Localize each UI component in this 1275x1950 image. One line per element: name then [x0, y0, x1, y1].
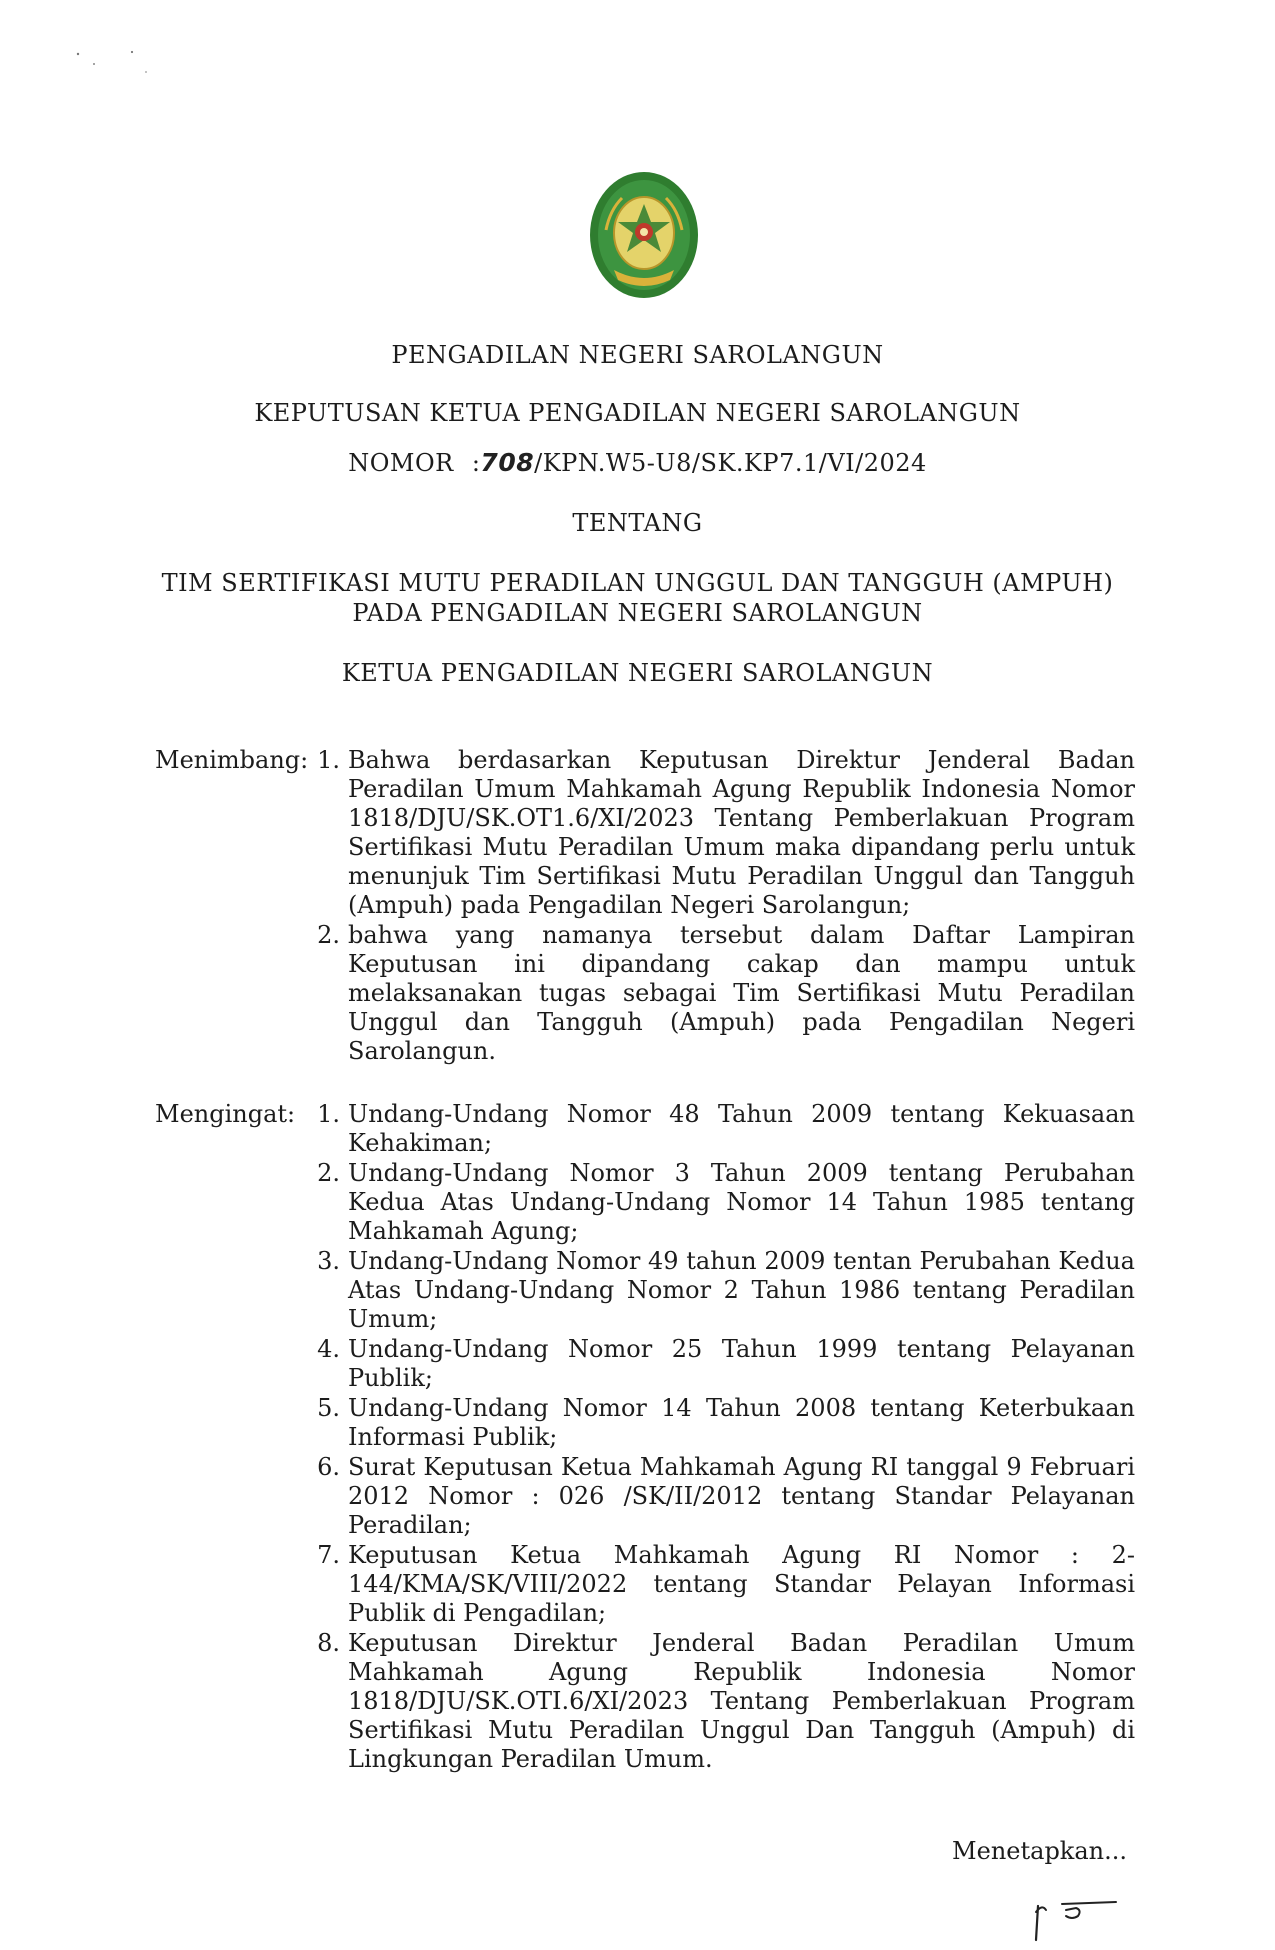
item-number: 1.	[317, 1100, 340, 1128]
list-item	[290, 1629, 1135, 1774]
list-item	[290, 921, 1135, 1066]
number-handwritten: 708	[480, 448, 535, 477]
list-item	[290, 1394, 1135, 1452]
item-text: Undang-Undang Nomor 49 tahun 2009 tentan Perubahan Kedua Atas Undang-Undang Nomor 2 Tahun 1986 tentang Peradilan Umum;	[348, 1247, 1135, 1333]
issuer: KETUA PENGADILAN NEGERI SAROLANGUN	[341, 659, 934, 687]
item-number: 5.	[317, 1394, 340, 1422]
scan-specks-icon	[72, 46, 152, 86]
item-text: Undang-Undang Nomor 3 Tahun 2009 tentang Perubahan Kedua Atas Undang-Undang Nomor 14 Tahun 1985 tentang Mahkamah Agung;	[348, 1159, 1135, 1245]
list-item	[290, 746, 1135, 920]
item-text: Surat Keputusan Ketua Mahkamah Agung RI tanggal 9 Februari 2012 Nomor : 026 /SK/II/2012 tentang Standar Pelayanan Peradilan;	[348, 1453, 1135, 1539]
item-text: Bahwa berdasarkan Keputusan Direktur Jenderal Badan Peradilan Umum Mahkamah Agung Republik Indonesia Nomor 1818/DJU/SK.OT1.6/XI/2023 Tentang Pemberlakuan Program Sertifikasi Mutu Peradilan Umum maka dipandang perlu untuk menunjuk Tim Sertifikasi Mutu Peradilan Unggul dan Tangguh (Ampuh) pada Pengadilan Negeri Sarolangun;	[348, 746, 1135, 919]
handwritten-paraf-icon	[1032, 1900, 1122, 1944]
menimbang-list	[290, 746, 1135, 1067]
item-text: bahwa yang namanya tersebut dalam Daftar Lampiran Keputusan ini dipandang cakap dan mampu untuk melaksanakan tugas sebagai Tim Sertifikasi Mutu Peradilan Unggul dan Tangguh (Ampuh) pada Pengadilan Negeri Sarolangun.	[348, 921, 1135, 1065]
menimbang-label: Menimbang:	[155, 746, 309, 774]
item-number: 4.	[317, 1335, 340, 1363]
list-item	[290, 1100, 1135, 1158]
decree-number	[0, 448, 1275, 478]
list-item	[290, 1335, 1135, 1393]
item-number: 1.	[317, 746, 340, 774]
number-rest: /KPN.W5-U8/SK.KP7.1/VI/2024	[534, 449, 927, 477]
item-number: 2.	[317, 1159, 340, 1187]
continuation-marker: Menetapkan...	[952, 1837, 1127, 1865]
mengingat-label: Mengingat:	[155, 1100, 296, 1128]
number-separator: :	[471, 449, 481, 477]
item-number: 2.	[317, 921, 340, 949]
item-text: Undang-Undang Nomor 48 Tahun 2009 tentang Kekuasaan Kehakiman;	[348, 1100, 1135, 1157]
item-text: Keputusan Ketua Mahkamah Agung RI Nomor : 2-144/KMA/SK/VIII/2022 tentang Standar Pelayan Informasi Publik di Pengadilan;	[348, 1541, 1135, 1627]
list-item	[290, 1453, 1135, 1540]
item-text: Undang-Undang Nomor 14 Tahun 2008 tentang Keterbukaan Informasi Publik;	[348, 1394, 1135, 1451]
item-text: Undang-Undang Nomor 25 Tahun 1999 tentang Pelayanan Publik;	[348, 1335, 1135, 1392]
item-number: 6.	[317, 1453, 340, 1481]
subject-line-2: PADA PENGADILAN NEGERI SAROLANGUN	[352, 599, 923, 627]
item-number: 3.	[317, 1247, 340, 1275]
subject-line-1: TIM SERTIFIKASI MUTU PERADILAN UNGGUL DAN TANGGUH (AMPUH)	[161, 569, 1114, 597]
item-text: Keputusan Direktur Jenderal Badan Peradilan Umum Mahkamah Agung Republik Indonesia Nomor 1818/DJU/SK.OTI.6/XI/2023 Tentang Pemberlakuan Program Sertifikasi Mutu Peradilan Unggul Dan Tangguh (Ampuh) di Lingkungan Peradilan Umum.	[348, 1629, 1135, 1773]
item-number: 7.	[317, 1541, 340, 1569]
court-seal-icon	[588, 170, 700, 300]
mengingat-list	[290, 1100, 1135, 1775]
decree-title: KEPUTUSAN KETUA PENGADILAN NEGERI SAROLANGUN	[254, 399, 1021, 427]
court-name: PENGADILAN NEGERI SAROLANGUN	[391, 341, 884, 369]
list-item	[290, 1247, 1135, 1334]
item-number: 8.	[317, 1629, 340, 1657]
list-item	[290, 1541, 1135, 1628]
number-label: NOMOR	[348, 449, 454, 477]
list-item	[290, 1159, 1135, 1246]
about-label: TENTANG	[572, 509, 703, 537]
